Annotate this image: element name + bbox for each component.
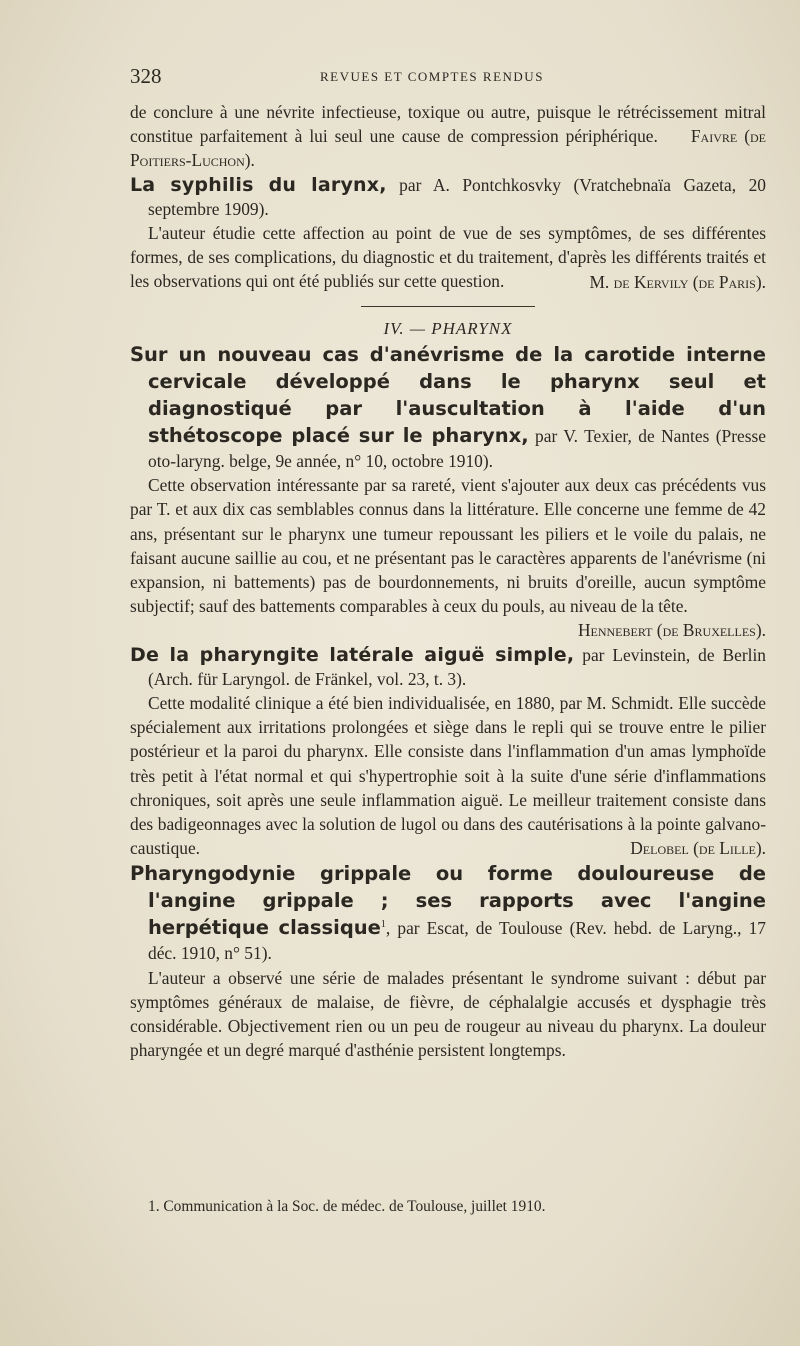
entry-body [130, 691, 766, 860]
review-entry-anevrisme [130, 341, 766, 473]
review-entry-syphilis [130, 173, 766, 221]
entry-body [130, 966, 766, 1063]
entry-reference: par A. Pontchkosvky (Vratchebnaïa Gazeta, 20 septembre 1909). [148, 174, 766, 219]
paragraph-text: de conclure à une névrite infectieuse, toxique ou autre, puisque le rétrécissement mitral constitue parfaitement à lui seul une cause de compression périphérique. [130, 102, 766, 147]
entry-title: La syphilis du larynx, [130, 173, 387, 196]
continued-paragraph [130, 100, 766, 173]
author-signature: M. de Kervily (de Paris). [589, 271, 766, 292]
page-body [130, 100, 766, 1063]
author-signature: Hennebert (de Bruxelles). [577, 620, 766, 641]
footnote-marker: 1 [380, 919, 386, 931]
entry-reference: par Levinstein, de Berlin (Arch. für Laryngol. de Fränkel, vol. 23, t. 3). [148, 644, 766, 689]
page-header [130, 64, 766, 88]
author-signature: Faivre (de Poitiers-Luchon). [130, 126, 766, 171]
entry-body-text: L'auteur étudie cette affection au point de vue de ses symptômes, de ses différentes formes, de ses complications, du diagnostic et du traitement, d'après les différents traités et les observations qui ont été publiés sur cette question. [130, 223, 766, 292]
review-entry-pharyngodynie [130, 860, 766, 965]
entry-reference: , par Escat, de Toulouse (Rev. hebd. de Laryng., 17 déc. 1910, n° 51). [148, 918, 766, 964]
section-divider [361, 306, 535, 307]
running-title: REVUES ET COMPTES RENDUS [320, 69, 544, 84]
footnote: 1. Communication à la Soc. de médec. de Toulouse, juillet 1910. [148, 1198, 546, 1215]
review-entry-pharyngite [130, 643, 766, 691]
entry-title: Sur un nouveau cas d'anévrisme de la carotide interne cervicale développé dans le pharynx seul et diagnostiqué par l'auscultation à l'aide d'un sthétoscope placé sur le pharynx, [130, 343, 766, 448]
entry-title: De la pharyngite latérale aiguë simple, [130, 643, 575, 666]
author-signature: Delobel (de Lille). [630, 838, 766, 859]
entry-body-text: L'auteur a observé une série de malades présentant le syndrome suivant : début par symptômes généraux de malaise, de fièvre, de céphalalgie accusés et dysphagie très considérable. Objectivement rien ou un peu de rougeur au niveau du pharynx. La douleur pharyngée et un degré marqué d'asthénie persistent longtemps. [130, 967, 766, 1061]
section-heading: IV. — PHARYNX [383, 318, 513, 338]
entry-body-text: Cette observation intéressante par sa rareté, vient s'ajouter aux deux cas précédents vus par T. et aux dix cas semblables connus dans la littérature. Elle concerne une femme de 42 ans, présentant sur le pharynx une tumeur repoussant les piliers et le voile du palais, ne faisant aucune saillie au cou, et ne présentant pas le caractères apparents de l'anévrisme (ni expansion, ni battements) pas de bourdonnements, ni bruits d'oreille, aucun symptôme subjectif; sauf des battements comparables à ceux du pouls, au niveau de la tête. [130, 475, 766, 617]
page-number: 328 [130, 64, 162, 88]
entry-reference: par V. Texier, de Nantes (Presse oto-laryng. belge, 9e année, n° 10, octobre 1910). [148, 426, 766, 472]
entry-title: Pharyngodynie grippale ou forme douloureuse de l'angine grippale ; ses rapports avec l'angine herpétique classique [130, 862, 766, 940]
entry-body [130, 473, 766, 641]
entry-body-text: Cette modalité clinique a été bien individualisée, en 1880, par M. Schmidt. Elle succède spécialement aux irritations prolongées et siège dans le repli qui se trouve entre le pilier postérieur et la paroi du pharynx. Elle consiste dans l'inflammation d'un amas lymphoïde très petit à l'état normal et qui s'hypertrophie soit à la suite d'une série d'inflammations chroniques, soit après une seule inflammation aiguë. Le meilleur traitement consiste dans des badigeonnages avec la solution de lugol ou dans des cautérisations à la pointe galvano-caustique. [130, 693, 766, 859]
